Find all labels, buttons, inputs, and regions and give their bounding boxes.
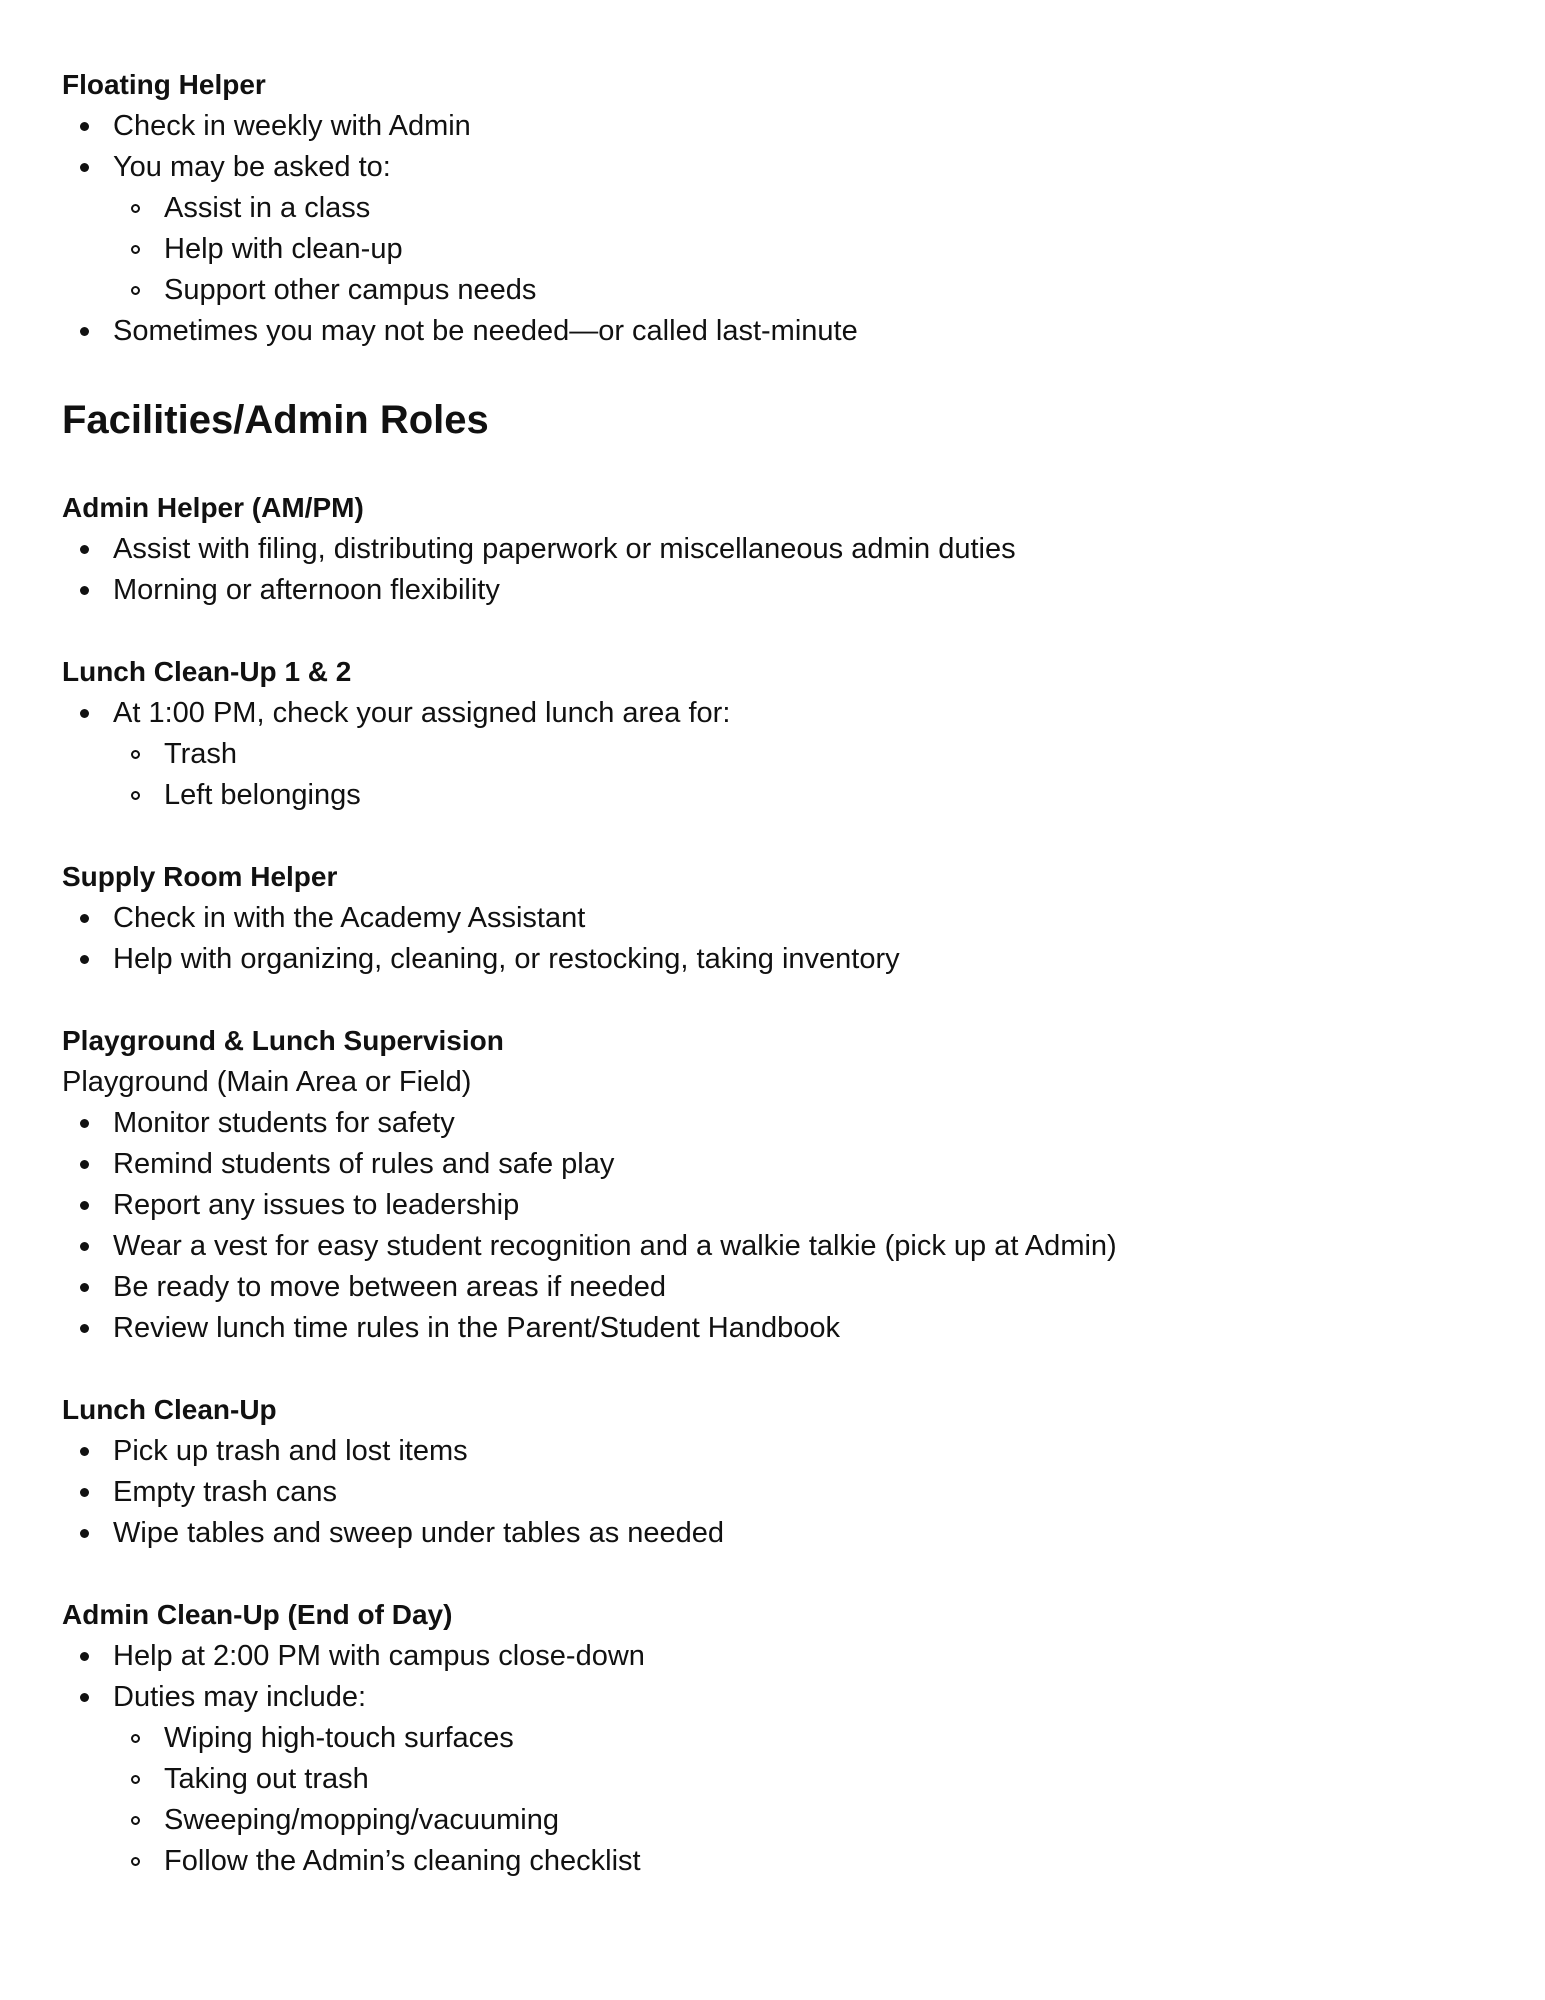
list-item: Sometimes you may not be needed—or called last-minute	[113, 315, 858, 347]
list-item: Empty trash cans	[113, 1476, 338, 1508]
bullet-dot	[80, 327, 89, 336]
list-item: Check in with the Academy Assistant	[113, 902, 586, 934]
sub-bullet-circle	[131, 1775, 140, 1784]
sub-list-item: Left belongings	[164, 779, 361, 811]
section-heading-admin-helper: Admin Helper (AM/PM)	[62, 492, 364, 523]
section-heading-supply-room: Supply Room Helper	[62, 861, 338, 892]
list-item: Assist with filing, distributing paperwork or miscellaneous admin duties	[113, 533, 1016, 565]
sub-list-item: Follow the Admin’s cleaning checklist	[164, 1845, 641, 1877]
list-item: Monitor students for safety	[113, 1107, 455, 1139]
bullet-dot	[80, 1201, 89, 1210]
bullet-dot	[80, 1119, 89, 1128]
list-item: Duties may include:	[113, 1681, 367, 1713]
bullet-dot	[80, 914, 89, 923]
bullet-dot	[80, 1283, 89, 1292]
bullet-dot	[80, 1160, 89, 1169]
sub-list-item: Assist in a class	[164, 192, 371, 224]
list-item: Pick up trash and lost items	[113, 1435, 468, 1467]
bullet-dot	[80, 586, 89, 595]
sub-list-item: Trash	[164, 738, 238, 770]
bullet-dot	[80, 709, 89, 718]
bullet-dot	[80, 1652, 89, 1661]
list-item: You may be asked to:	[113, 151, 391, 183]
section-heading-admin-cleanup: Admin Clean-Up (End of Day)	[62, 1599, 453, 1630]
sub-list-item: Support other campus needs	[164, 274, 537, 306]
sub-bullet-circle	[131, 245, 140, 254]
bullet-dot	[80, 1488, 89, 1497]
bullet-dot	[80, 545, 89, 554]
list-item: At 1:00 PM, check your assigned lunch area for:	[113, 697, 731, 729]
sub-bullet-circle	[131, 750, 140, 759]
section-heading-floating-helper: Floating Helper	[62, 69, 266, 100]
sub-bullet-circle	[131, 1857, 140, 1866]
section-heading-lunch-cleanup: Lunch Clean-Up	[62, 1394, 277, 1425]
list-item: Help at 2:00 PM with campus close-down	[113, 1640, 645, 1672]
list-item: Report any issues to leadership	[113, 1189, 520, 1221]
sub-bullet-circle	[131, 286, 140, 295]
section-subheading: Playground (Main Area or Field)	[62, 1066, 472, 1098]
bullet-dot	[80, 1693, 89, 1702]
bullet-dot	[80, 163, 89, 172]
sub-bullet-circle	[131, 1734, 140, 1743]
list-item: Remind students of rules and safe play	[113, 1148, 615, 1180]
page-section-title: Facilities/Admin Roles	[62, 398, 489, 442]
list-item: Be ready to move between areas if needed	[113, 1271, 666, 1303]
bullet-dot	[80, 955, 89, 964]
bullet-dot	[80, 122, 89, 131]
sub-bullet-circle	[131, 204, 140, 213]
section-heading-lunch-cleanup-1-2: Lunch Clean-Up 1 & 2	[62, 656, 352, 687]
list-item: Check in weekly with Admin	[113, 110, 471, 142]
list-item: Morning or afternoon flexibility	[113, 574, 500, 606]
sub-bullet-circle	[131, 1816, 140, 1825]
sub-list-item: Help with clean-up	[164, 233, 403, 265]
list-item: Wear a vest for easy student recognition and a walkie talkie (pick up at Admin)	[113, 1230, 1117, 1262]
bullet-dot	[80, 1529, 89, 1538]
sub-list-item: Wiping high-touch surfaces	[164, 1722, 514, 1754]
sub-list-item: Taking out trash	[164, 1763, 369, 1795]
bullet-dot	[80, 1242, 89, 1251]
bullet-dot	[80, 1324, 89, 1333]
list-item: Wipe tables and sweep under tables as needed	[113, 1517, 725, 1549]
bullet-dot	[80, 1447, 89, 1456]
list-item: Review lunch time rules in the Parent/Student Handbook	[113, 1312, 841, 1344]
list-item: Help with organizing, cleaning, or restocking, taking inventory	[113, 943, 900, 975]
sub-list-item: Sweeping/mopping/vacuuming	[164, 1804, 559, 1836]
sub-bullet-circle	[131, 791, 140, 800]
section-heading-playground: Playground & Lunch Supervision	[62, 1025, 504, 1056]
